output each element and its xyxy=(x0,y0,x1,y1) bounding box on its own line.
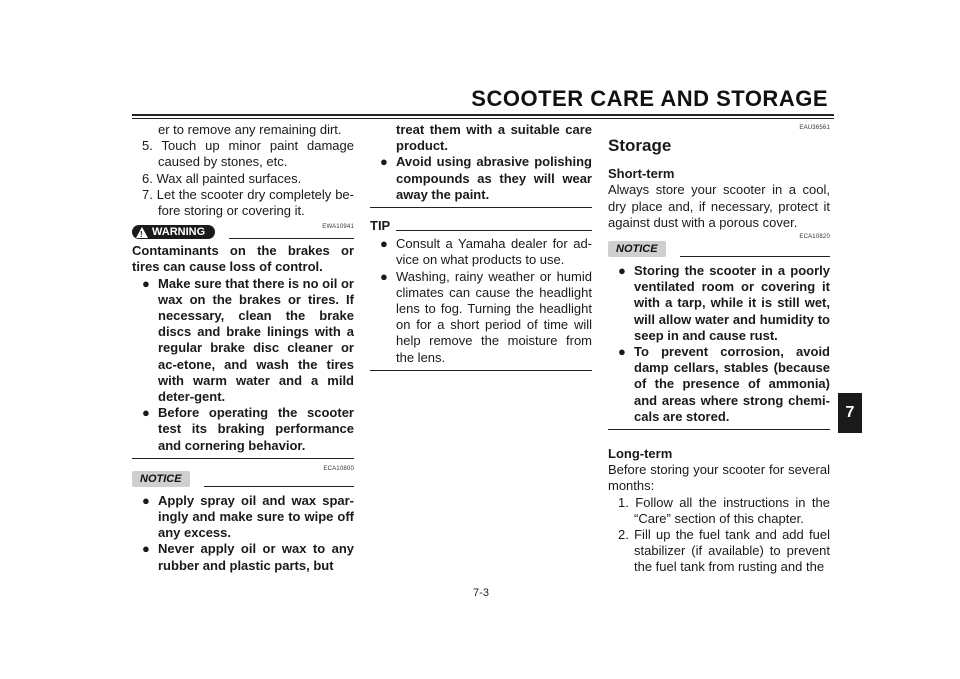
notice-bullet-text: Avoid using abrasive polishing compounds as they will wear away the paint. xyxy=(396,154,592,202)
warning-header xyxy=(132,221,354,239)
page-title: SCOOTER CARE AND STORAGE xyxy=(471,86,828,111)
notice-end-rule xyxy=(370,207,592,208)
warning-text: Contaminants on the brakes or tires can cause loss of control. xyxy=(132,243,354,275)
notice-bullet-3: ● Avoid using abrasive polishing compounds as they will wear away the paint. xyxy=(380,154,592,202)
tip-bullet-text: Washing, rainy weather or humid climates can cause the headlight lens to fog. Turning the headlight on for a short period of time will help remove the moisture from the lens. xyxy=(396,268,592,365)
notice-header xyxy=(132,469,354,487)
storage-notice-bullet-2: ● To prevent corrosion, avoid damp cellars, stables (because of the presence of ammonia) and areas where strong chemi-cals are stored. xyxy=(618,344,830,424)
notice-rule xyxy=(204,486,354,487)
step-5: 5. Touch up minor paint damage caused by stones, etc. xyxy=(142,138,354,170)
notice-bullet-1: ● Apply spray oil and wax spar-ingly and make sure to wipe off any excess. xyxy=(142,492,354,541)
intro-text: er to remove any remaining dirt. xyxy=(158,122,342,137)
warning-bullet-1: ● Make sure that there is no oil or wax on the brakes or tires. If necessary, clean the brake discs and brake linings with a regular brake disc cleaner or ac-etone, and wash the tires with warm water and a mild deter-gent. xyxy=(142,275,354,405)
column-2 xyxy=(370,122,592,371)
long-step-1: 1. Follow all the instructions in the “Care” section of this chapter. xyxy=(618,494,830,526)
warning-bullet-2: ● Before operating the scooter test its braking performance and cornering behavior. xyxy=(142,405,354,453)
chapter-tab: 7 xyxy=(838,393,862,433)
notice-bullet-text: To prevent corrosion, avoid damp cellars, stables (because of the presence of ammonia) and areas where strong chemi-cals are stored. xyxy=(634,344,830,424)
notice-badge: NOTICE xyxy=(132,471,190,487)
notice-bullet-text: Never apply oil or wax to any rubber and plastic parts, but xyxy=(158,541,354,573)
column-1 xyxy=(132,122,354,574)
title-rule-thin xyxy=(132,118,834,119)
warning-bullet-text: Before operating the scooter test its braking performance and cornering behavior. xyxy=(158,405,354,453)
warning-label: WARNING xyxy=(152,226,206,239)
tip-bullet-2: ● Washing, rainy weather or humid climates can cause the headlight lens to fog. Turning the headlight on for a short period of time will help remove the moisture from the lens. xyxy=(380,268,592,365)
storage-code: EAU36561 xyxy=(799,125,830,131)
tip-rule xyxy=(396,230,592,231)
notice-badge: NOTICE xyxy=(608,241,666,257)
notice-code: ECA10800 xyxy=(323,465,354,472)
notice-code: ECA10820 xyxy=(799,234,830,241)
notice-end-rule xyxy=(608,429,830,430)
warning-icon xyxy=(136,227,148,238)
tip-bullet-text: Consult a Yamaha dealer for ad-vice on what products to use. xyxy=(396,236,592,268)
step-6: 6. Wax all painted surfaces. xyxy=(142,170,302,186)
notice-header xyxy=(608,239,830,257)
notice-continued-text: treat them with a suitable care product. xyxy=(396,122,592,154)
step-7: 7. Let the scooter dry completely be-fore storing or covering it. xyxy=(142,186,354,219)
storage-notice-bullet-1: ● Storing the scooter in a poorly ventilated room or covering it with a tarp, while it is still wet, will allow water and humidity to seep in and cause rust. xyxy=(618,263,830,343)
notice-rule xyxy=(680,256,830,257)
warning-code: EWA10941 xyxy=(322,224,354,231)
warning-bullet-text: Make sure that there is no oil or wax on the brakes or tires. If necessary, clean the brake discs and brake linings with a regular brake disc cleaner or ac-etone, and wash the tires with warm water and a mild deter-gent. xyxy=(158,275,354,405)
tip-end-rule xyxy=(370,370,592,371)
page-number: 7-3 xyxy=(473,587,489,599)
warning-rule xyxy=(229,238,354,239)
column-3 xyxy=(608,122,830,576)
short-term-text: Always store your scooter in a cool, dry place and, if necessary, protect it against dust with a porous cover. xyxy=(608,182,830,230)
tip-header xyxy=(370,218,592,234)
long-term-title: Long-term xyxy=(608,446,673,462)
long-term-text: Before storing your scooter for several months: xyxy=(608,462,830,494)
warning-end-rule xyxy=(132,458,354,459)
notice-bullet-2: ● Never apply oil or wax to any rubber and plastic parts, but xyxy=(142,541,354,573)
tip-bullet-1: ● Consult a Yamaha dealer for ad-vice on what products to use. xyxy=(380,236,592,268)
section-heading-storage: Storage xyxy=(608,136,672,155)
notice-bullet-text: Apply spray oil and wax spar-ingly and make sure to wipe off any excess. xyxy=(158,492,354,541)
title-rule xyxy=(132,114,834,116)
tip-label: TIP xyxy=(370,218,391,234)
long-step-2: 2. Fill up the fuel tank and add fuel stabilizer (if available) to prevent the fuel tank from rusting and the xyxy=(618,527,830,575)
short-term-title: Short-term xyxy=(608,166,675,182)
warning-badge xyxy=(132,225,215,239)
notice-bullet-text: Storing the scooter in a poorly ventilated room or covering it with a tarp, while it is still wet, will allow water and humidity to seep in and cause rust. xyxy=(634,263,830,343)
